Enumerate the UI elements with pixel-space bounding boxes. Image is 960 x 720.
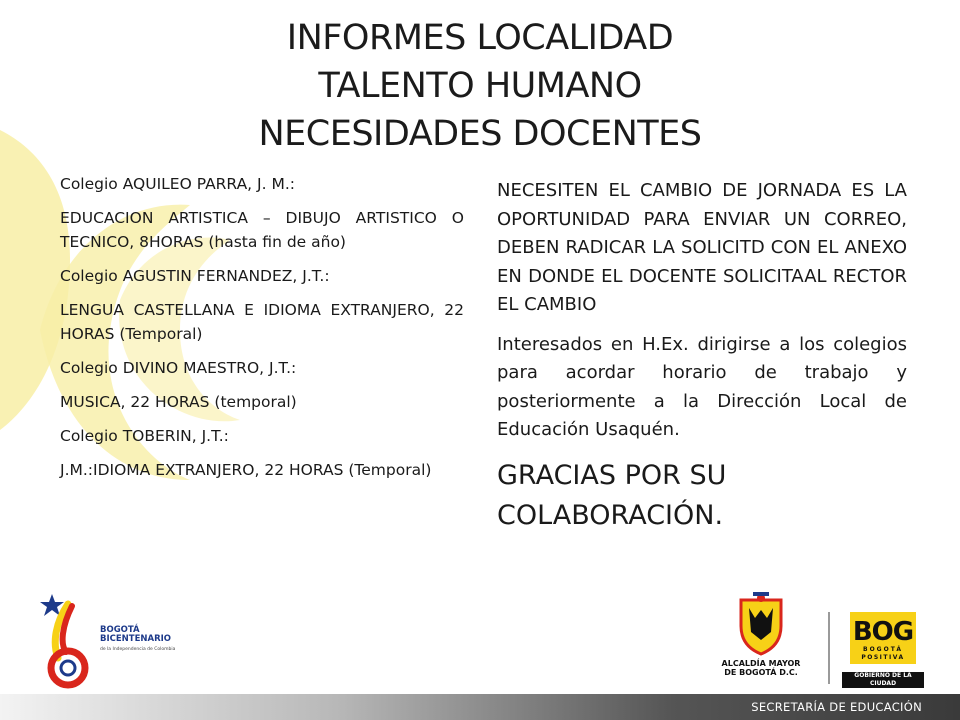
logo-divider [828, 612, 830, 684]
vacancy-school: Colegio DIVINO MAESTRO, J.T.: [60, 359, 297, 377]
bicentenario-line-2: BICENTENARIO [100, 634, 172, 644]
slide-title [200, 14, 760, 158]
vacancy-detail: LENGUA CASTELLANA E IDIOMA EXTRANJERO, 22 HORAS (Temporal) [60, 301, 464, 343]
vacancy-school: Colegio TOBERIN, J.T.: [60, 427, 229, 445]
bog-word: BOG [852, 617, 914, 647]
bicentenario-emblem-icon [38, 592, 98, 692]
bog-government: GOBIERNO DE LA CIUDAD [842, 672, 924, 688]
shift-change-note: NECESITEN EL CAMBIO DE JORNADA ES LA OPORTUNIDAD PARA ENVIAR UN CORREO, DEBEN RADICAR LA SOLICITD CON EL ANEXO EN DONDE EL DOCENTE SOLICITAAL RECTOR EL CAMBIO [497, 180, 907, 315]
vacancies-list [60, 172, 464, 492]
vacancy-school: Colegio AGUSTIN FERNANDEZ, J.T.: [60, 267, 330, 285]
notes-column [497, 177, 907, 547]
title-line-3: NECESIDADES DOCENTES [258, 114, 702, 154]
alcaldia-line-2: DE BOGOTÁ D.C. [724, 668, 798, 677]
vacancy-school: Colegio AQUILEO PARRA, J. M.: [60, 175, 295, 193]
extra-hours-note: Interesados en H.Ex. dirigirse a los colegios para acordar horario de trabajo y posteriormente a la Dirección Local de Educación Usaquén. [497, 333, 907, 440]
footer-secretaria: SECRETARÍA DE EDUCACIÓN [751, 700, 922, 714]
vacancy-detail: J.M.:IDIOMA EXTRANJERO, 22 HORAS (Temporal) [60, 461, 432, 479]
bicentenario-subtitle: de la Independencia de Colombia [100, 647, 176, 652]
bog-city: BOGOTÁ [863, 646, 903, 653]
bicentenario-logo [38, 592, 178, 692]
alcaldia-line-1: ALCALDÍA MAYOR [721, 659, 801, 668]
vacancy-detail: EDUCACION ARTISTICA – DIBUJO ARTISTICO O TECNICO, 8HORAS (hasta fin de año) [60, 209, 464, 251]
vacancy-detail: MUSICA, 22 HORAS (temporal) [60, 393, 297, 411]
bog-tagline: POSITIVA [861, 654, 905, 661]
footer-bar [0, 694, 960, 720]
bicentenario-line-1: BOGOTÁ [100, 625, 140, 635]
title-line-1: INFORMES LOCALIDAD [286, 18, 674, 58]
alcaldia-logo [706, 592, 816, 688]
thanks-message: GRACIAS POR SU COLABORACIÓN. [497, 459, 727, 531]
coat-of-arms-icon [731, 592, 791, 656]
title-line-2: TALENTO HUMANO [318, 66, 642, 106]
bogota-positiva-logo [848, 612, 918, 688]
